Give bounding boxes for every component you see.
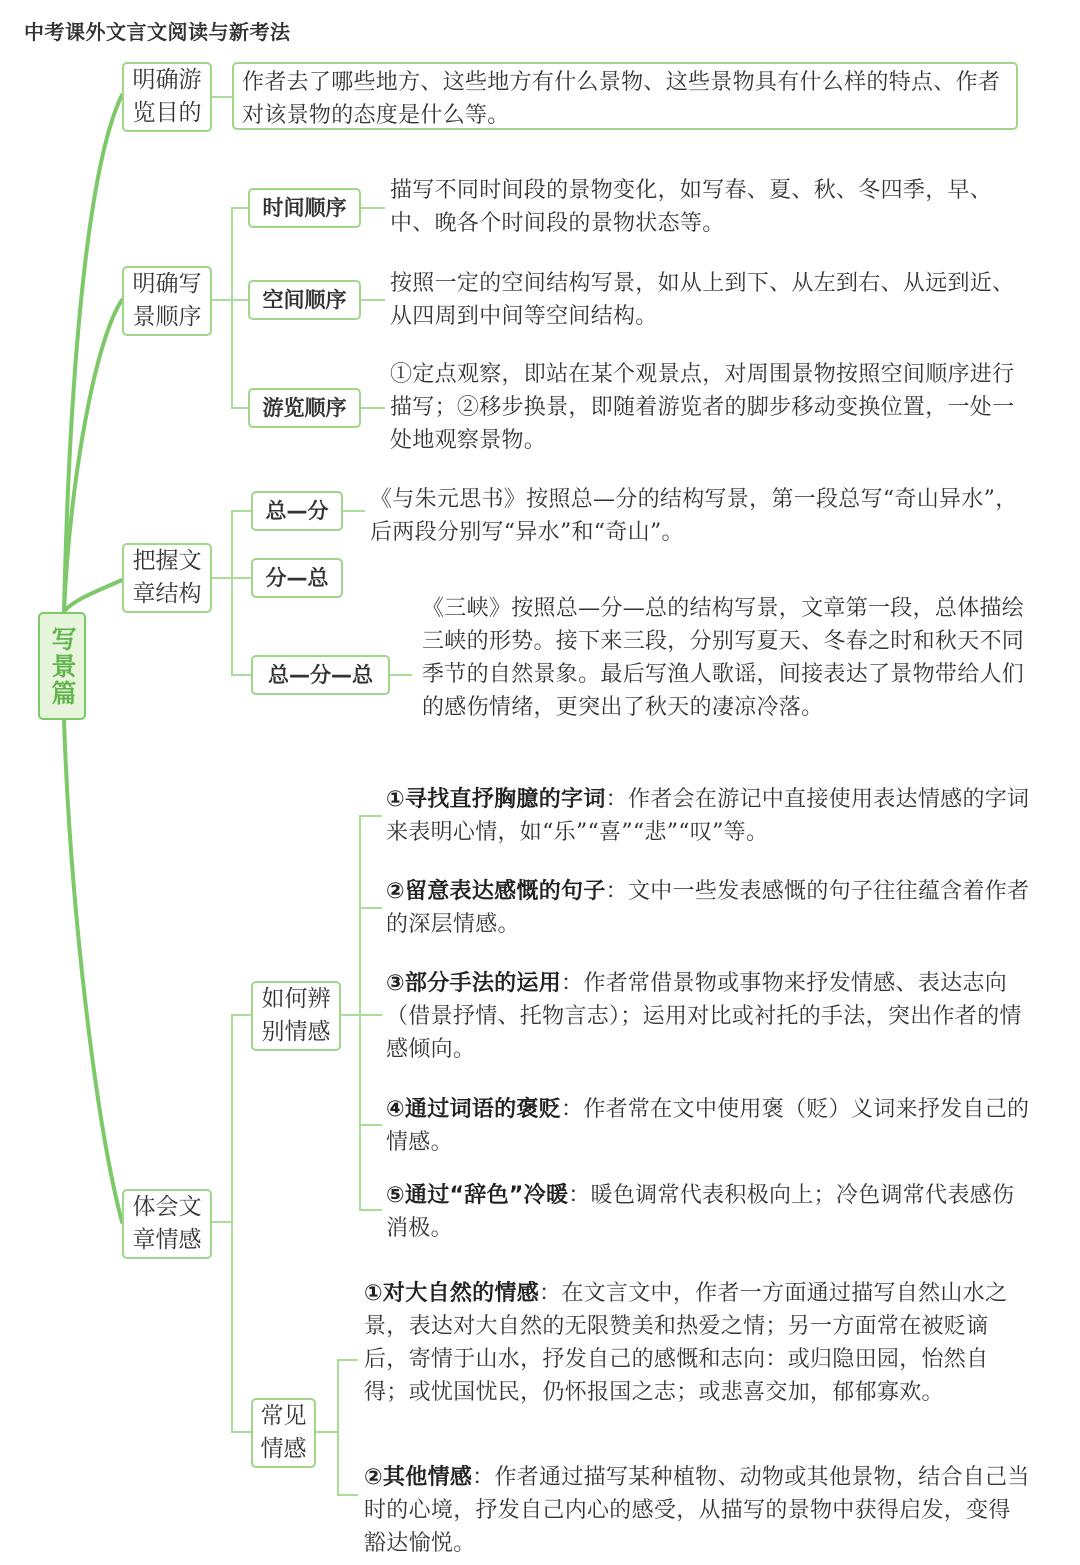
node-structure: 把握文章结构 — [122, 543, 212, 613]
body-identify-5: ：暖色调常代表积极向上；冷色调常代表感伤消极。 — [386, 1183, 1015, 1241]
text-order-time: 描写不同时间段的景物变化，如写春、夏、秋、冬四季，早、中、晚各个时间段的景物状态等。 — [390, 178, 993, 236]
text-common-1 — [364, 1277, 1032, 1409]
text-order-space: 按照一定的空间结构写景，如从上到下、从左到右、从远到近、从四周到中间等空间结构。 — [390, 271, 1015, 329]
connector-root-purpose — [64, 95, 122, 612]
body-common-1: ：在文言文中，作者一方面通过描写自然山水之景，表达对大自然的无限赞美和热爱之情；另一方面常在被贬谪后，寄情于山水，抒发自己的感慨和志向：或归隐田园，怡然自得；或忧国忧民，仍怀报国之志；或悲喜交加，郁郁寡欢。 — [364, 1281, 1008, 1405]
lead-identify-5: ⑤通过“辞色”冷暖 — [386, 1183, 569, 1208]
body-identify-2: ：文中一些发表感慨的句子往往蕴含着作者的深层情感。 — [386, 879, 1030, 937]
connector-root-structure — [64, 580, 122, 612]
text-common-2 — [364, 1461, 1032, 1560]
node-structure-zf: 总—分 — [251, 491, 343, 531]
text-purpose: 作者去了哪些地方、这些地方有什么景物、这些景物具有什么样的特点、作者对该景物的态度是什么等。 — [232, 62, 1018, 130]
node-order: 明确写景顺序 — [122, 266, 212, 336]
text-identify-4 — [386, 1093, 1032, 1159]
text-structure-zf: 《与朱元思书》按照总—分的结构写景，第一段总写“奇山异水”，后两段分别写“异水”和“奇山”。 — [370, 487, 1018, 545]
node-emotion-identify: 如何辨别情感 — [251, 981, 341, 1051]
root-node: 写景篇 — [38, 612, 86, 720]
node-emotion-common: 常见情感 — [251, 1398, 316, 1468]
lead-identify-2: ②留意表达感慨的句子 — [386, 879, 606, 904]
bracket-identify — [360, 816, 382, 1210]
text-identify-3 — [386, 967, 1036, 1066]
node-order-time: 时间顺序 — [248, 188, 361, 228]
node-structure-fz: 分—总 — [251, 558, 343, 598]
bracket-common — [338, 1360, 358, 1495]
bracket-structure — [232, 511, 251, 675]
lead-identify-4: ④通过词语的褒贬 — [386, 1097, 562, 1122]
lead-common-1: ①对大自然的情感 — [364, 1281, 540, 1306]
connector-root-emotion — [64, 720, 122, 1222]
node-order-space: 空间顺序 — [248, 280, 361, 320]
node-order-tour: 游览顺序 — [248, 388, 361, 428]
lead-common-2: ②其他情感 — [364, 1465, 473, 1490]
lead-identify-3: ③部分手法的运用 — [386, 971, 562, 996]
bracket-emotion — [232, 1015, 251, 1432]
bracket-order — [232, 208, 248, 408]
node-structure-zfz: 总—分—总 — [251, 655, 390, 695]
text-structure-zfz: 《三峡》按照总—分—总的结构写景，文章第一段，总体描绘三峡的形势。接下来三段，分别写夏天、冬春之时和秋天不同季节的自然景象。最后写渔人歌谣，间接表达了景物带给人们的感伤情绪，更突出了秋天的凄凉冷落。 — [422, 596, 1025, 720]
body-identify-3: ：作者常借景物或事物来抒发情感、表达志向（借景抒情、托物言志）；运用对比或衬托的手法，突出作者的情感倾向。 — [386, 971, 1022, 1062]
body-identify-1: ：作者会在游记中直接使用表达情感的字词来表明心情，如“乐”“喜”“悲”“叹”等。 — [386, 787, 1030, 845]
text-order-tour: ①定点观察，即站在某个观景点，对周围景物按照空间顺序进行描写；②移步换景，即随着游览者的脚步移动变换位置，一处一处地观察景物。 — [390, 362, 1015, 453]
connector-root-order — [64, 300, 122, 612]
page-header-title: 中考课外文言文阅读与新考法 — [24, 20, 291, 44]
node-purpose: 明确游览目的 — [122, 62, 212, 132]
lead-identify-1: ①寻找直抒胸臆的字词 — [386, 787, 606, 812]
text-identify-1 — [386, 783, 1032, 849]
text-identify-5 — [386, 1179, 1032, 1245]
body-identify-4: ：作者常在文中使用褒（贬）义词来抒发自己的情感。 — [386, 1097, 1030, 1155]
text-identify-2 — [386, 875, 1032, 941]
node-emotion: 体会文章情感 — [122, 1189, 212, 1259]
body-common-2: ：作者通过描写某种植物、动物或其他景物，结合自己当时的心境，抒发自己内心的感受，从描写的景物中获得启发，变得豁达愉悦。 — [364, 1465, 1030, 1556]
